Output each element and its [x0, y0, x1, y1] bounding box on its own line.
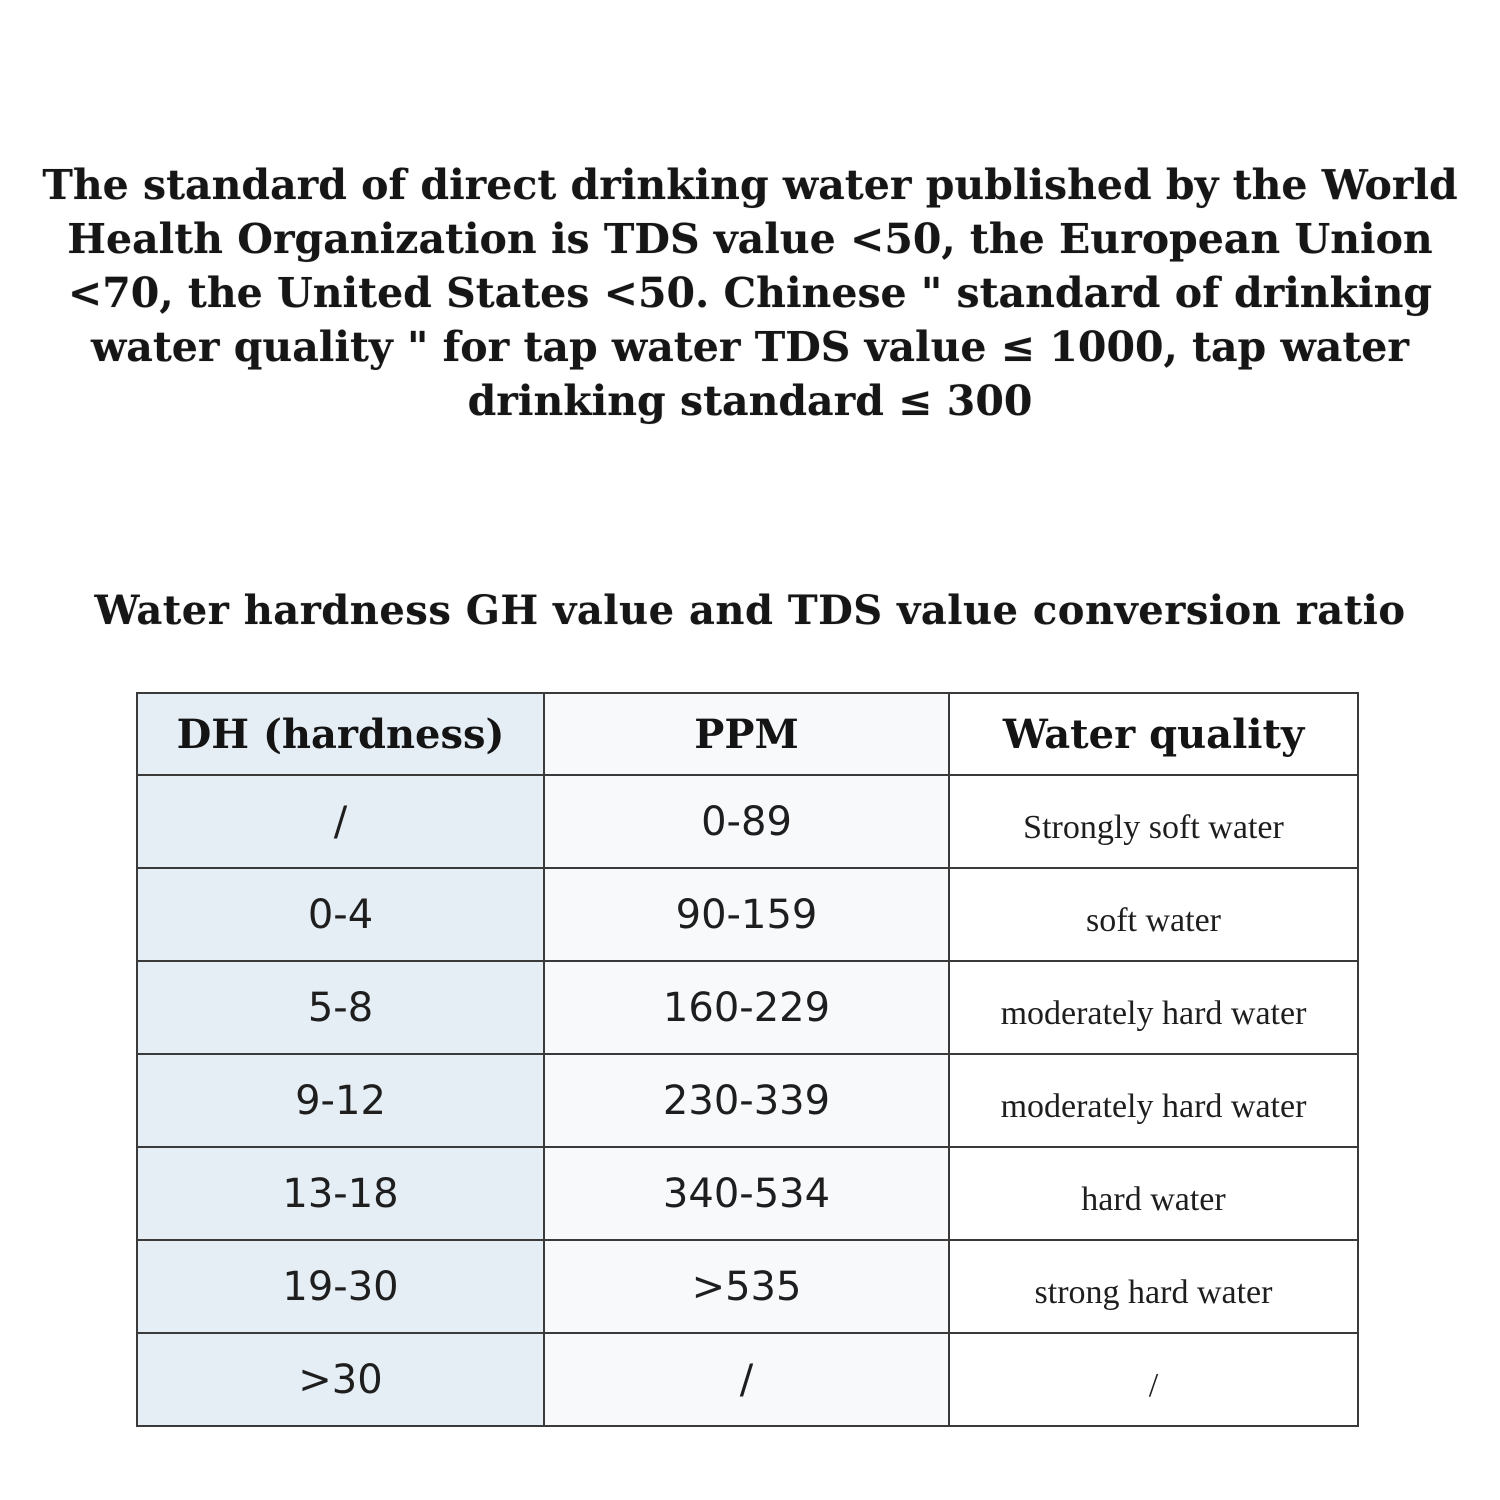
- ppm-cell: 340-534: [544, 1147, 949, 1240]
- table-row: [137, 961, 1358, 1054]
- table-header-row: [137, 693, 1358, 775]
- dh-cell: >30: [137, 1333, 544, 1426]
- water-quality-cell: moderately hard water: [949, 961, 1358, 1054]
- table-title: Water hardness GH value and TDS value conversion ratio: [94, 587, 1406, 634]
- dh-cell: 0-4: [137, 868, 544, 961]
- water-quality-cell: /: [949, 1333, 1358, 1426]
- table-row: [137, 1240, 1358, 1333]
- water-quality-cell: soft water: [949, 868, 1358, 961]
- ppm-cell: 230-339: [544, 1054, 949, 1147]
- table-row: [137, 1147, 1358, 1240]
- intro-paragraph: The standard of direct drinking water published by the World Health Organization is TDS value <50, the European Union <70, the United States <50. Chinese " standard of drinking water quality " for tap water TDS value ≤ 1000, tap water drinking standard ≤ 300: [42, 161, 1458, 425]
- ppm-cell: 0-89: [544, 775, 949, 868]
- table-row: [137, 868, 1358, 961]
- header-ppm: PPM: [544, 693, 949, 775]
- water-quality-cell: moderately hard water: [949, 1054, 1358, 1147]
- water-quality-cell: strong hard water: [949, 1240, 1358, 1333]
- water-quality-cell: hard water: [949, 1147, 1358, 1240]
- header-dh-hardness: DH (hardness): [137, 693, 544, 775]
- water-quality-cell: Strongly soft water: [949, 775, 1358, 868]
- hardness-conversion-table: [136, 692, 1359, 1427]
- ppm-cell: /: [544, 1333, 949, 1426]
- dh-cell: /: [137, 775, 544, 868]
- ppm-cell: 160-229: [544, 961, 949, 1054]
- ppm-cell: 90-159: [544, 868, 949, 961]
- dh-cell: 5-8: [137, 961, 544, 1054]
- dh-cell: 9-12: [137, 1054, 544, 1147]
- table-row: [137, 775, 1358, 868]
- header-water-quality: Water quality: [949, 693, 1358, 775]
- dh-cell: 13-18: [137, 1147, 544, 1240]
- ppm-cell: >535: [544, 1240, 949, 1333]
- table-row: [137, 1333, 1358, 1426]
- dh-cell: 19-30: [137, 1240, 544, 1333]
- table-row: [137, 1054, 1358, 1147]
